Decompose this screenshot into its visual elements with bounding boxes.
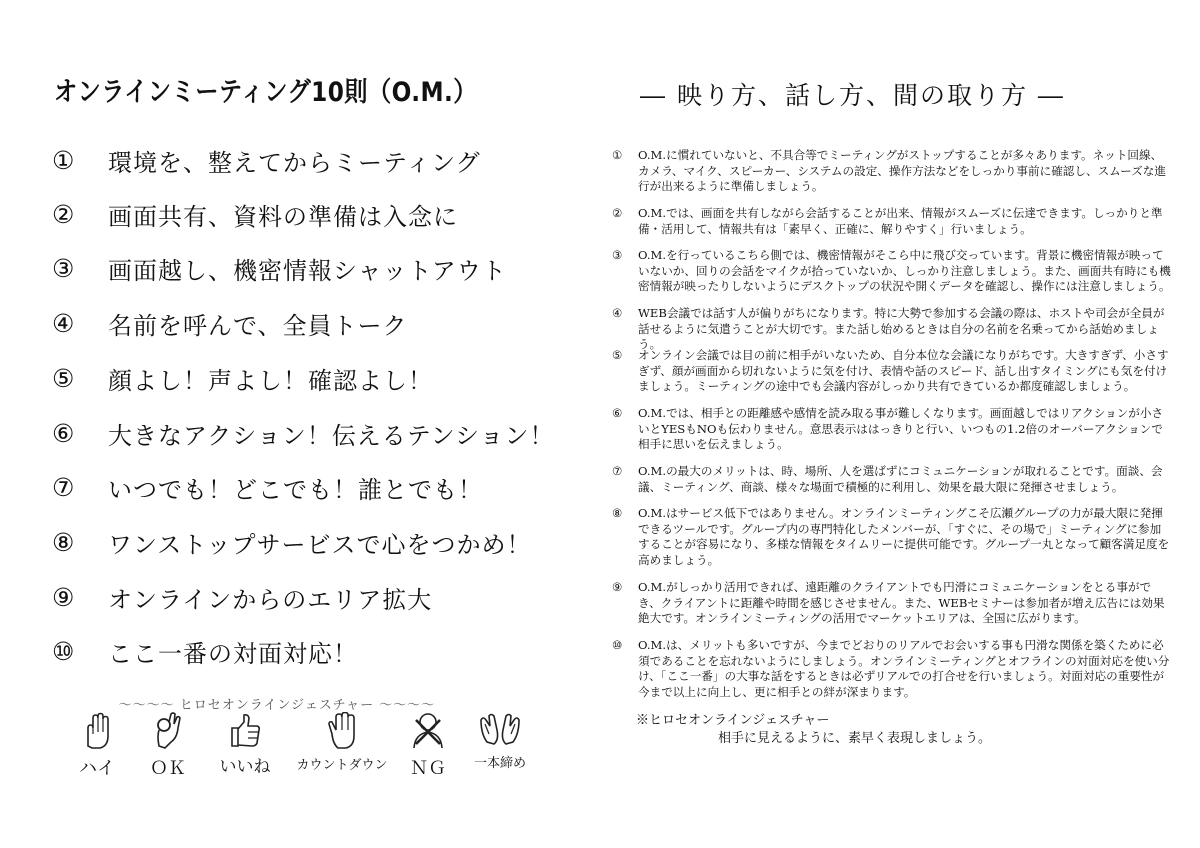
countdown-hand-icon xyxy=(326,712,358,750)
rule-number: ⑧ xyxy=(52,527,75,557)
rule-item xyxy=(48,194,458,234)
gesture-footnote xyxy=(636,712,991,748)
rule-text: 環境を、整えてからミーティング xyxy=(108,148,481,177)
note-number: ④ xyxy=(612,306,623,320)
rule-number: ⑨ xyxy=(52,582,75,612)
rule-text: いつでも！どこでも！誰とでも！ xyxy=(108,475,483,504)
note-number: ③ xyxy=(612,248,623,262)
gesture-iine xyxy=(210,712,280,777)
note-text: O.M.がしっかり活用できれば、遠距離のクライアントでも円滑にコミュニケーションをとる事ができ、クライアントに距離や時間を感じさせません。また、WEBセミナーは参加者が増え広告には効果絶大です。オンラインミーティングの活用でマーケットエリアは、全国に広がります。 xyxy=(638,580,1165,626)
crossed-arms-icon xyxy=(411,712,445,750)
note-text: O.M.に慣れていないと、不具合等でミーティングがストップすることが多々あります。ネット回線、カメラ、マイク、スピーカー、システムの設定、操作方法などをしっかり事前に確認し、スムーズな進行が出来るように準備しましょう。 xyxy=(638,148,1166,194)
rule-item xyxy=(48,303,408,343)
gesture-label: ＮＧ xyxy=(410,758,446,779)
gesture-label: ハイ xyxy=(79,758,115,779)
left-column xyxy=(48,70,588,109)
rule-item xyxy=(48,413,555,453)
note-item xyxy=(612,638,1172,700)
rule-number: ⑥ xyxy=(52,418,75,448)
rule-text: 画面共有、資料の準備は入念に xyxy=(108,202,458,231)
note-number: ⑩ xyxy=(612,638,623,652)
ok-hand-icon xyxy=(153,712,183,750)
note-item xyxy=(612,206,1172,237)
rule-number: ③ xyxy=(52,253,75,283)
rule-number: ⑤ xyxy=(52,363,75,393)
note-number: ⑤ xyxy=(612,348,623,362)
note-item xyxy=(612,248,1172,295)
page-title: オンラインミーティング10則（O.M.） xyxy=(54,77,477,108)
rule-text: 顔よし！声よし！確認よし！ xyxy=(108,366,433,395)
note-text: O.M.では、相手との距離感や感情を読み取る事が難しくなります。画面越しではリアクションが小さいとYESもNOも伝わりません。意思表示ははっきりと行い、いつもの1.2倍のオーバーアクションで相手に思いを伝えましょう。 xyxy=(638,406,1164,452)
note-text: O.M.はサービス低下ではありません。オンラインミーティングこそ広瀬グループの力が最大限に発揮できるツールです。グループ内の専門特化したメンバーが、「すぐに、その場で」ミーティングに参加することが容易になり、多様な情報をタイムリーに提供可能です。グループ一丸となって顧客満足度を高めましょう。 xyxy=(638,506,1170,567)
footnote-text: 相手に見えるように、素早く表現しましょう。 xyxy=(718,731,992,746)
rule-text: 画面越し、機密情報シャットアウト xyxy=(108,256,507,285)
note-text: O.M.の最大のメリットは、時、場所、人を選ばずにコミュニケーションが取れることです。面談、会議、ミーティング、商談、様々な場面で積極的に利用し、効果を最大限に発揮させましょう。 xyxy=(638,464,1163,494)
note-text: オンライン会議では目の前に相手がいないため、自分本位な会議になりがちです。大きすぎず、小さすぎず、顔が画面から切れないように気を付け、表情や話のスピード、話し出すタイミングにも気を付けましょう。ミーティングの途中でも会議内容がしっかり共有できているか都度確認しましょう。 xyxy=(638,348,1169,394)
rule-number: ⑦ xyxy=(52,472,75,502)
rule-text: ワンストップサービスで心をつかめ！ xyxy=(108,530,532,559)
rule-item xyxy=(48,140,481,180)
note-number: ⑧ xyxy=(612,506,623,520)
rule-item xyxy=(48,522,532,562)
note-text: WEB会議では話す人が偏りがちになります。特に大勢で参加する会議の際は、ホストや司会が全員が話せるように気遣うことが大切です。また話し始めるときは自分の名前を名乗ってから話始めましょう。 xyxy=(638,306,1165,352)
rule-item xyxy=(48,358,433,398)
rule-item xyxy=(48,577,432,617)
gesture-label: いいね xyxy=(219,757,271,777)
note-number: ⑦ xyxy=(612,464,623,478)
note-number: ⑨ xyxy=(612,580,623,594)
note-item xyxy=(612,406,1172,453)
gesture-ng xyxy=(398,712,458,780)
gesture-label: ＯＫ xyxy=(150,758,186,779)
rule-number: ⑩ xyxy=(52,636,75,666)
rule-text: ここ一番の対面対応！ xyxy=(108,639,358,668)
note-number: ② xyxy=(612,206,623,220)
gesture-heading: 〜〜〜〜 ヒロセオンラインジェスチャー 〜〜〜〜 xyxy=(118,698,436,713)
gesture-row xyxy=(70,712,540,782)
thumbs-up-icon xyxy=(228,712,262,748)
raised-hand-icon xyxy=(82,712,112,750)
note-item xyxy=(612,506,1172,568)
note-item xyxy=(612,464,1172,495)
note-text: O.M.では、画面を共有しながら会話することが出来、情報がスムーズに伝達できます。しっかりと準備・活用して、情報共有は「素早く、正確に、解りやすく」行いましょう。 xyxy=(638,206,1163,236)
note-number: ① xyxy=(612,148,623,162)
rule-item xyxy=(48,248,507,288)
note-number: ⑥ xyxy=(612,406,623,420)
footnote-heading: ※ヒロセオンラインジェスチャー xyxy=(636,713,830,728)
gesture-hai xyxy=(70,712,124,780)
rule-text: 大きなアクション！伝えるテンション！ xyxy=(108,421,555,450)
gesture-countdown xyxy=(284,712,400,773)
rule-text: オンラインからのエリア拡大 xyxy=(108,585,433,614)
section-title: ― 映り方、話し方、間の取り方 ― xyxy=(640,81,1065,110)
note-text: O.M.を行っているこちら側では、機密情報がそこら中に飛び交っています。背景に機密情報が映っていないか、回りの会話をマイクが拾っていないか、しっかり注意しましょう。また、画面共有時にも機密情報が映ったりしないようにデスクトップの状況や開くデータを確認し、操作には注意しましょう。 xyxy=(638,248,1171,294)
gesture-ippon-jime xyxy=(462,712,538,771)
note-item xyxy=(612,306,1172,353)
note-item xyxy=(612,148,1172,195)
rule-text: 名前を呼んで、全員トーク xyxy=(108,311,408,340)
gesture-label: 一本締め xyxy=(473,756,526,771)
rule-item xyxy=(48,467,483,507)
rule-number: ① xyxy=(52,145,75,175)
note-item xyxy=(612,580,1172,627)
note-text: O.M.は、メリットも多いですが、今までどおりのリアルでお会いする事も円滑な関係を築くために必須であることを忘れないようにしましょう。オンラインミーティングとオフラインの対面対応を使い分け、「ここ一番」の大事な話をするときは必ずリアルでの打合せを行いましょう。対面対応の重要性が今まで以上に向上し、更に相手との絆が深まります。 xyxy=(638,638,1170,699)
gesture-label: カウントダウン xyxy=(296,758,388,773)
rule-number: ② xyxy=(52,199,75,229)
clapping-hands-icon xyxy=(477,712,523,748)
rule-item xyxy=(48,631,358,671)
gesture-ok xyxy=(138,712,198,780)
rule-number: ④ xyxy=(52,308,75,338)
note-item xyxy=(612,348,1172,395)
